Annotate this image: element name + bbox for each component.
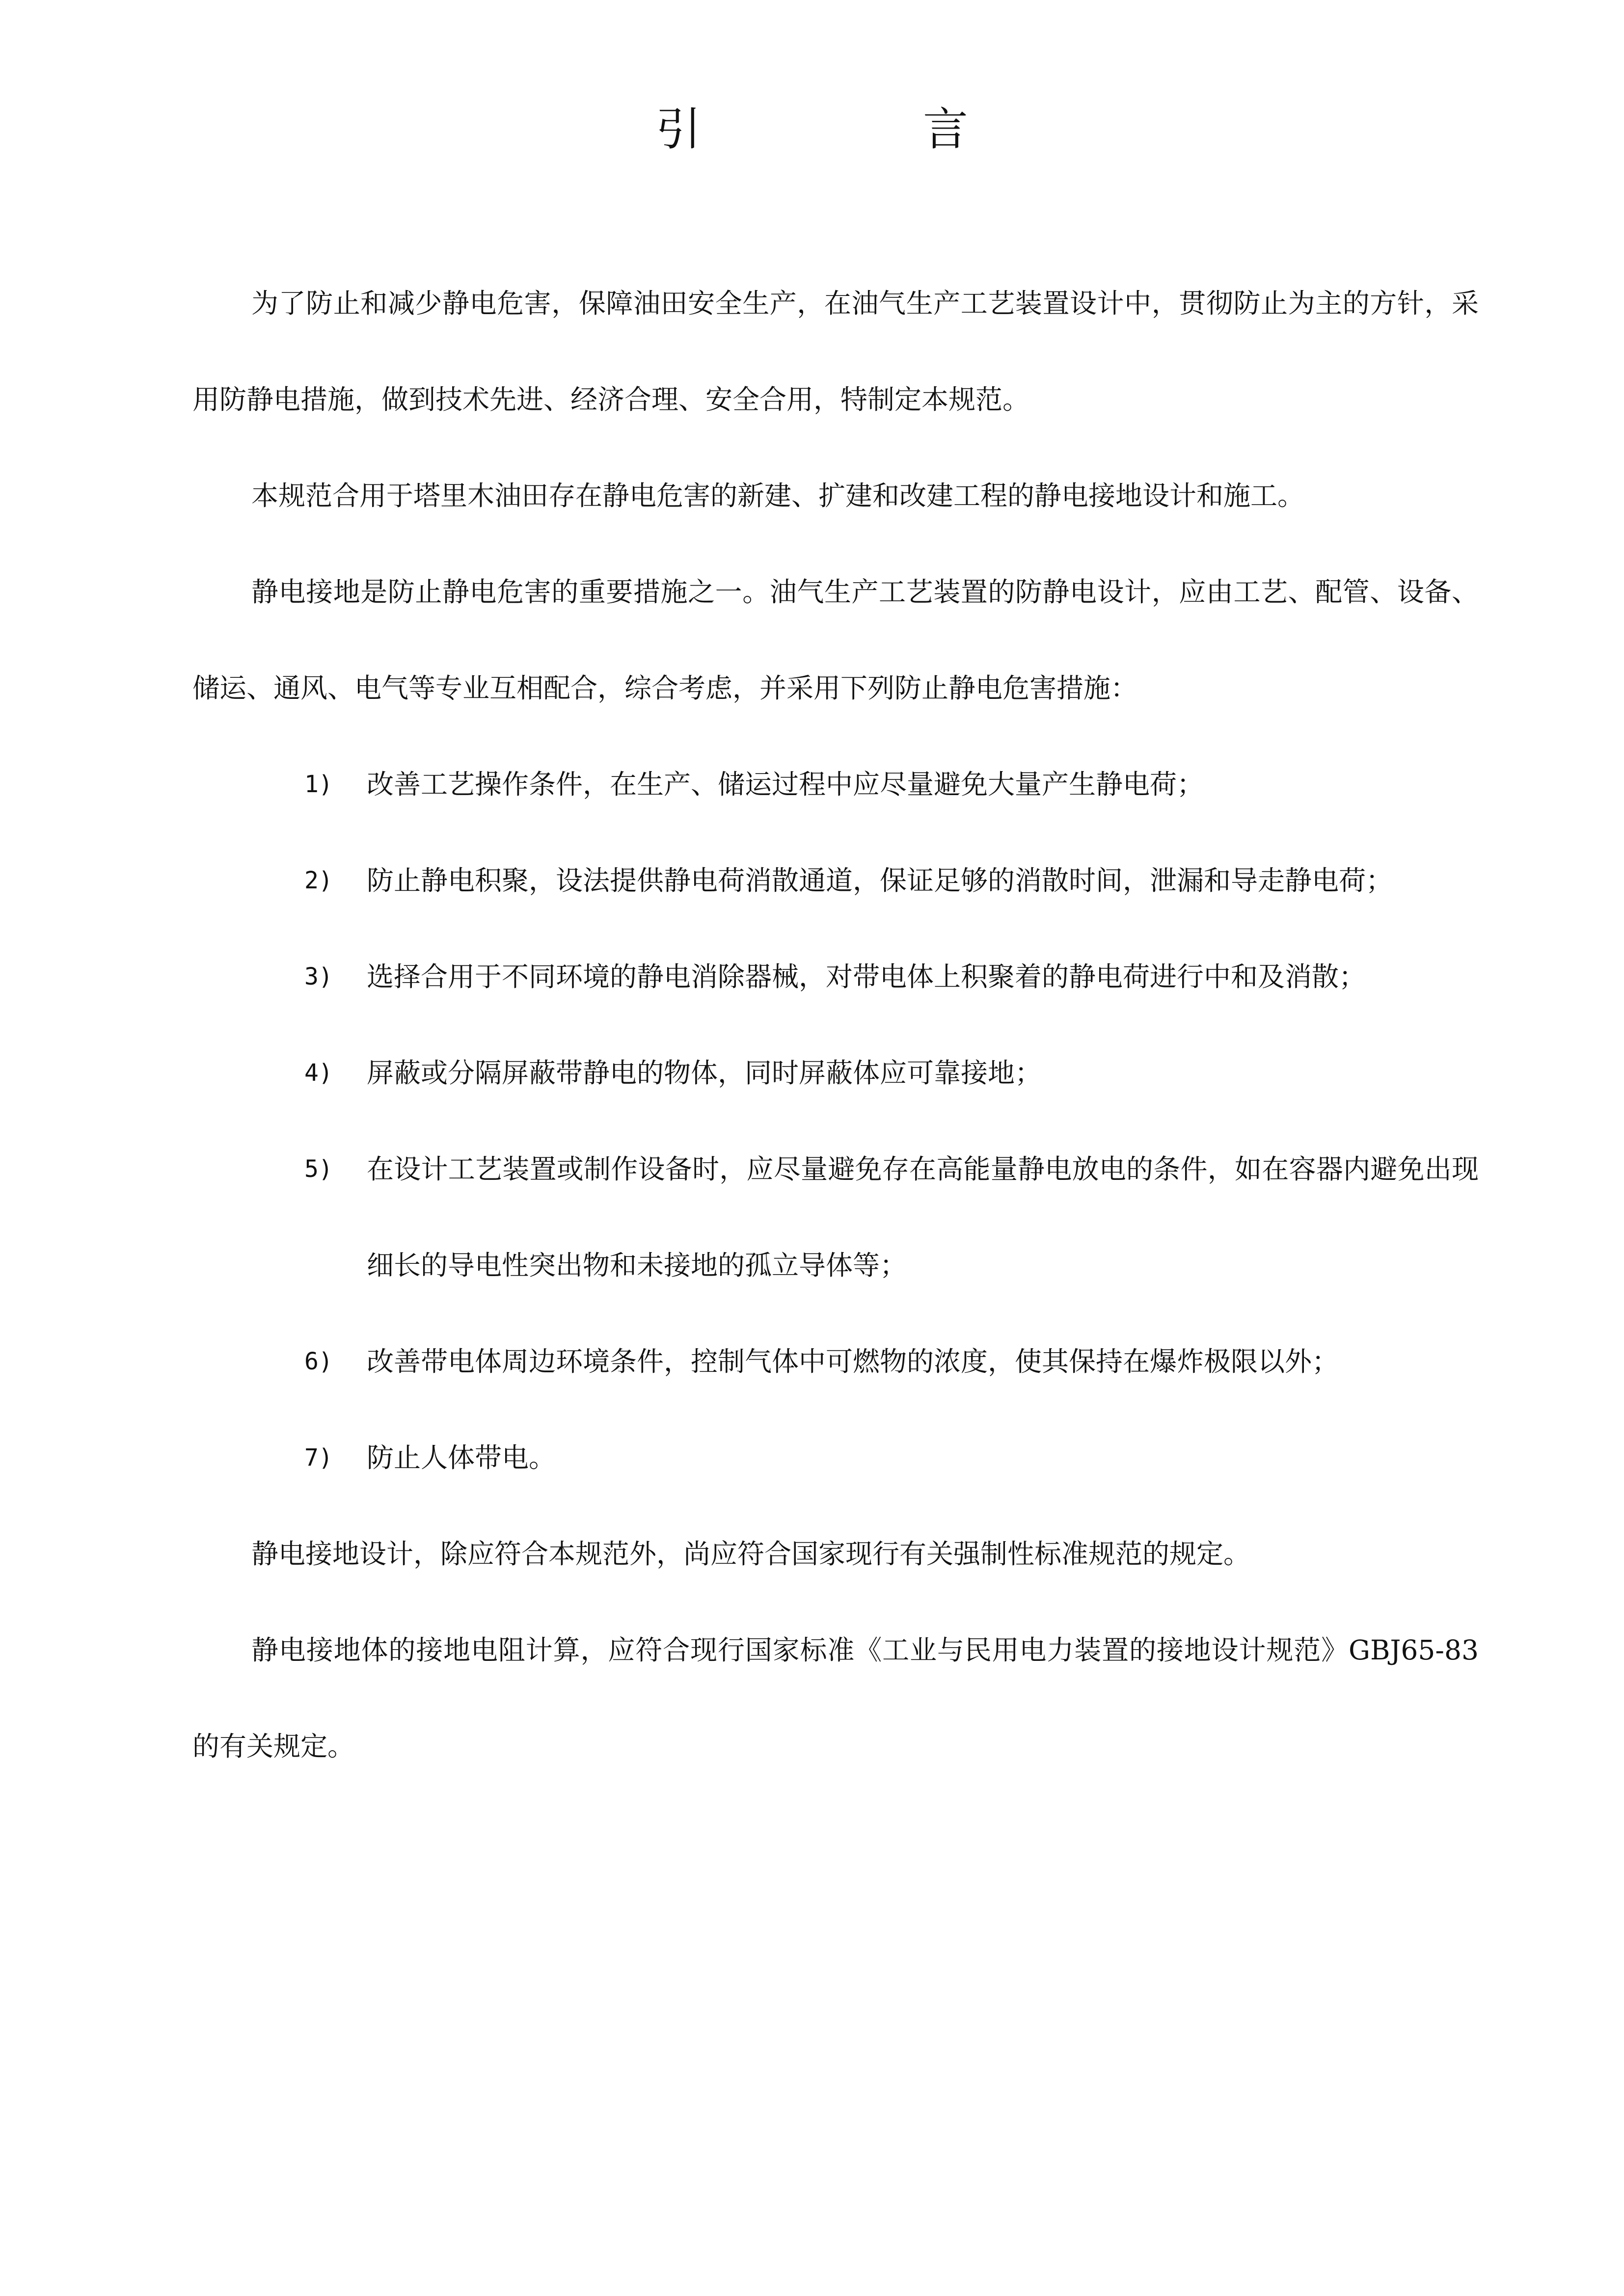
list-item-number: 4) [304,1059,333,1087]
list-item-number: 2) [304,867,333,894]
list-item-number: 7) [304,1444,333,1471]
document-body [192,255,1479,1794]
paragraph-purpose: 为了防止和减少静电危害，保障油田安全生产，在油气生产工艺装置设计中，贯彻防止为主的方针，采用防静电措施，做到技术先进、经济合理、安全合用，特制定本规范。 [192,288,1479,415]
list-item [192,1121,1479,1313]
list-item-text: 防止静电积聚，设法提供静电荷消散通道，保证足够的消散时间，泄漏和导走静电荷； [367,865,1393,896]
list-item-text: 防止人体带电。 [367,1442,556,1473]
list-item [192,929,1479,1025]
paragraph-scope: 本规范合用于塔里木油田存在静电危害的新建、扩建和改建工程的静电接地设计和施工。 [251,480,1305,511]
measures-list [192,736,1479,1506]
list-item-number: 1) [304,771,333,798]
paragraph-resistance-calculation: 静电接地体的接地电阻计算，应符合现行国家标准《工业与民用电力装置的接地设计规范》GBJ65-83的有关规定。 [192,1634,1479,1762]
list-item [192,832,1479,929]
list-item-text: 改善带电体周边环境条件，控制气体中可燃物的浓度，使其保持在爆炸极限以外； [367,1346,1339,1377]
list-item-number: 5) [304,1155,333,1183]
list-item-text: 在设计工艺装置或制作设备时，应尽量避免存在高能量静电放电的条件，如在容器内避免出现细长的导电性突出物和未接地的孤立导体等； [367,1153,1479,1281]
page-title: 引 言 [655,103,1056,156]
list-item-number: 6) [304,1348,333,1375]
list-item [192,736,1479,832]
list-item-text: 改善工艺操作条件，在生产、储运过程中应尽量避免大量产生静电荷； [367,769,1204,800]
list-item-text: 屏蔽或分隔屏蔽带静电的物体，同时屏蔽体应可靠接地； [367,1057,1042,1089]
list-item-number: 3) [304,963,333,990]
list-item-text: 选择合用于不同环境的静电消除器械，对带电体上积聚着的静电荷进行中和及消散； [367,961,1366,992]
list-item [192,1025,1479,1121]
paragraph-measures-intro: 静电接地是防止静电危害的重要措施之一。油气生产工艺装置的防静电设计，应由工艺、配管、设备、储运、通风、电气等专业互相配合，综合考虑，并采用下列防止静电危害措施： [192,576,1479,704]
paragraph-compliance: 静电接地设计，除应符合本规范外，尚应符合国家现行有关强制性标准规范的规定。 [251,1538,1251,1570]
list-item [192,1410,1479,1506]
list-item [192,1313,1479,1410]
